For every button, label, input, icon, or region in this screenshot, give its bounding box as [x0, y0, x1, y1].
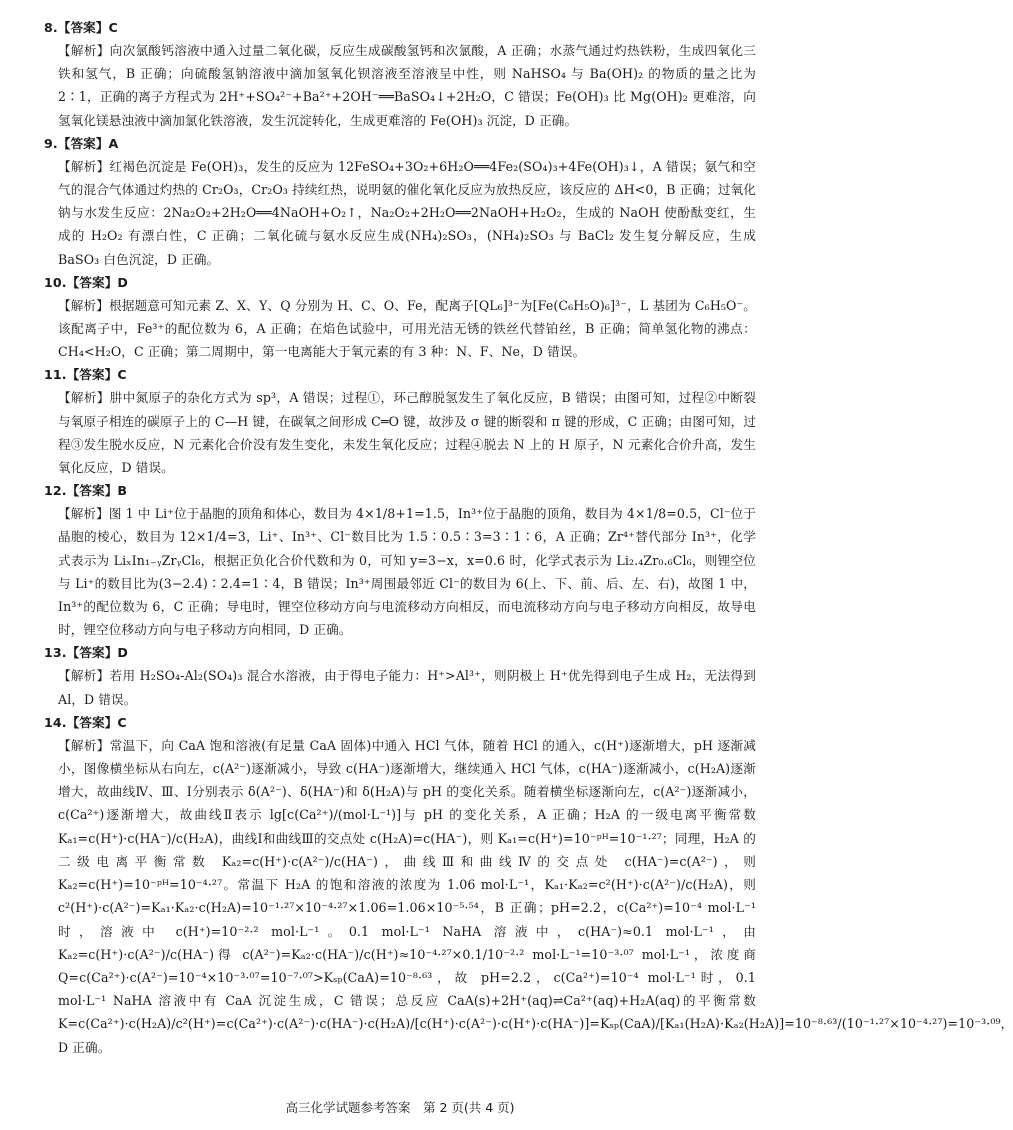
analysis-text: 【解析】红褐色沉淀是 Fe(OH)₃，发生的反应为 12FeSO₄+3O₂+6H₂O══4Fe₂(SO₄)₃+4Fe(OH)₃↓，A 错误；氨气和空气的混合气体通过灼热的 Cr₂O₃，Cr₂O₃ 持续红热，说明氨的催化氧化反应为放热反应，该反应的 ΔH<0，B 正确；过氧化钠与水发生反应：2Na₂O₂+2H₂O══4NaOH+O₂↑，Na₂O₂+2H₂O══2NaOH+H₂O₂，生成的 NaOH 使酚酞变红，生成的 H₂O₂ 有漂白性，C 正确；二氧化硫与氨水反应生成(NH₄)₂SO₃，(NH₄)₂SO₃ 与 BaCl₂ 发生复分解反应，生成 BaSO₃ 白色沉淀，D 正确。	[58, 158, 756, 267]
analysis-text: 【解析】向次氯酸钙溶液中通入过量二氧化碳，反应生成碳酸氢钙和次氯酸，A 正确；水蒸气通过灼热铁粉，生成四氧化三铁和氢气，B 正确；向硫酸氢钠溶液中滴加氢氧化钡溶液至溶液呈中性，则 NaHSO₄ 与 Ba(OH)₂ 的物质的量之比为 2∶1，正确的离子方程式为 2H⁺+SO₄²⁻+Ba²⁺+2OH⁻══BaSO₄↓+2H₂O，C 错误；Fe(OH)₃ 比 Mg(OH)₂ 更难溶，向氢氧化镁悬浊液中滴加氯化铁溶液，发生沉淀转化，生成更难溶的 Fe(OH)₃ 沉淀，D 正确。	[58, 43, 756, 128]
answer-line: 13.【答案】D	[44, 645, 128, 661]
answer-line: 11.【答案】C	[44, 367, 127, 383]
question-9	[44, 132, 756, 271]
answer-key-page	[44, 16, 1013, 1059]
analysis-text: 【解析】若用 H₂SO₄-Al₂(SO₄)₃ 混合水溶液，由于得电子能力：H⁺>Al³⁺，则阴极上 H⁺优先得到电子生成 H₂，无法得到 Al，D 错误。	[58, 668, 756, 707]
analysis-text: 【解析】肼中氮原子的杂化方式为 sp³，A 错误；过程①，环己醇脱氢发生了氧化反应，B 错误；由图可知，过程②中断裂与氧原子相连的碳原子上的 C—H 键，在碳氧之间形成 C═O 键，故涉及 σ 键的断裂和 π 键的形成，C 正确；由图可知，过程③发生脱水反应，N 元素化合价没有发生变化，未发生氧化反应；过程④脱去 N 上的 H 原子，N 元素化合价升高，发生氧化反应，D 错误。	[58, 390, 756, 476]
answer-line: 14.【答案】C	[44, 714, 127, 730]
analysis-text: 【解析】常温下，向 CaA 饱和溶液(有足量 CaA 固体)中通入 HCl 气体，随着 HCl 的通入，c(H⁺)逐渐增大，pH 逐渐减小，图像横坐标从右向左，c(A²⁻)逐渐减小，导致 c(HA⁻)逐渐增大，继续通入 HCl 气体，c(HA⁻)逐渐减小，c(H₂A)逐渐增大，故曲线Ⅳ、Ⅲ、Ⅰ分别表示 δ(A²⁻)、δ(HA⁻)和 δ(H₂A)与 pH 的变化关系。随着横坐标逐渐向左，c(A²⁻)逐渐减小，c(Ca²⁺)逐渐增大，故曲线Ⅱ表示 lg[c(Ca²⁺)/(mol·L⁻¹)]与 pH 的变化关系，A 正确；H₂A 的一级电离平衡常数 Kₐ₁=c(H⁺)·c(HA⁻)/c(H₂A)，曲线Ⅰ和曲线Ⅲ的交点处 c(H₂A)=c(HA⁻)，则 Kₐ₁=c(H⁺)=10⁻ᵖᴴ=10⁻¹·²⁷；同理，H₂A 的二级电离平衡常数 Kₐ₂=c(H⁺)·c(A²⁻)/c(HA⁻)，曲线Ⅲ和曲线Ⅳ的交点处 c(HA⁻)=c(A²⁻)，则 Kₐ₂=c(H⁺)=10⁻ᵖᴴ=10⁻⁴·²⁷。常温下 H₂A 的饱和溶液的浓度为 1.06 mol·L⁻¹，Kₐ₁·Kₐ₂=c²(H⁺)·c(A²⁻)/c(H₂A)，则 c²(H⁺)·c(A²⁻)=Kₐ₁·Kₐ₂·c(H₂A)=10⁻¹·²⁷×10⁻⁴·²⁷×1.06=1.06×10⁻⁵·⁵⁴，B 正确；pH=2.2，c(Ca²⁺)=10⁻⁴ mol·L⁻¹时，溶液中 c(H⁺)=10⁻²·² mol·L⁻¹。0.1 mol·L⁻¹ NaHA 溶液中，c(HA⁻)≈0.1 mol·L⁻¹，由 Kₐ₂=c(H⁺)·c(A²⁻)/c(HA⁻)得 c(A²⁻)=Kₐ₂·c(HA⁻)/c(H⁺)≈10⁻⁴·²⁷×0.1/10⁻²·² mol·L⁻¹=10⁻³·⁰⁷ mol·L⁻¹，浓度商 Q=c(Ca²⁺)·c(A²⁻)=10⁻⁴×10⁻³·⁰⁷=10⁻⁷·⁰⁷>Kₛₚ(CaA)=10⁻⁸·⁶³，故 pH=2.2，c(Ca²⁺)=10⁻⁴ mol·L⁻¹时，0.1 mol·L⁻¹ NaHA 溶液中有 CaA 沉淀生成，C 错误；总反应 CaA(s)+2H⁺(aq)⇌Ca²⁺(aq)+H₂A(aq)的平衡常数 K=c(Ca²⁺)·c(H₂A)/c²(H⁺)=c(Ca²⁺)·c(A²⁻)·c(HA⁻)·c(H₂A)/[c(H⁺)·c(A²⁻)·c(H⁺)·c(HA⁻)]=Kₛₚ(CaA)/[Kₐ₁(H₂A)·Kₐ₂(H₂A)]=10⁻⁸·⁶³/(10⁻¹·²⁷×10⁻⁴·²⁷)=10⁻³·⁰⁹，D 正确。	[58, 737, 1013, 1055]
answer-line: 9.【答案】A	[44, 135, 119, 151]
analysis-text: 【解析】图 1 中 Li⁺位于晶胞的顶角和体心，数目为 4×1/8+1=1.5，In³⁺位于晶胞的顶角，数目为 4×1/8=0.5，Cl⁻位于晶胞的棱心，数目为 12×1/4=3，Li⁺、In³⁺、Cl⁻数目比为 1.5∶0.5∶3=3∶1∶6，A 正确；Zr⁴⁺替代部分 In³⁺，化学式表示为 LiₓIn₁₋ᵧZrᵧCl₆，根据正负化合价代数和为 0，可知 y=3−x，x=0.6 时，化学式表示为 Li₂.₄Zr₀.₆Cl₆，则锂空位与 Li⁺的数目比为(3−2.4)∶2.4=1∶4，B 错误；In³⁺周围最邻近 Cl⁻的数目为 6(上、下、前、后、左、右)，故图 1 中，In³⁺的配位数为 6，C 正确；导电时，锂空位移动方向与电流移动方向相反，而电流移动方向与电子移动方向相反，故导电时，锂空位移动方向与电子移动方向相同，D 正确。	[58, 506, 756, 638]
analysis-text: 【解析】根据题意可知元素 Z、X、Y、Q 分别为 H、C、O、Fe，配离子[QL₆]³⁻为[Fe(C₆H₅O)₆]³⁻，L 基团为 C₆H₅O⁻。该配离子中，Fe³⁺的配位数为 6，A 正确；在焰色试验中，可用光洁无锈的铁丝代替铂丝，B 正确；简单氢化物的沸点：CH₄<H₂O，C 正确；第二周期中，第一电离能大于氧元素的有 3 种：N、F、Ne，D 错误。	[58, 297, 756, 360]
question-13	[44, 641, 756, 710]
question-11	[44, 363, 756, 479]
question-14	[44, 711, 1013, 1059]
answer-line: 12.【答案】B	[44, 483, 128, 499]
answer-line: 8.【答案】C	[44, 20, 118, 35]
question-8	[44, 16, 756, 132]
question-12	[44, 479, 756, 641]
question-10	[44, 271, 756, 364]
answer-line: 10.【答案】D	[44, 274, 128, 290]
page-footer: 高三化学试题参考答案 第 2 页(共 4 页)	[285, 1100, 515, 1115]
